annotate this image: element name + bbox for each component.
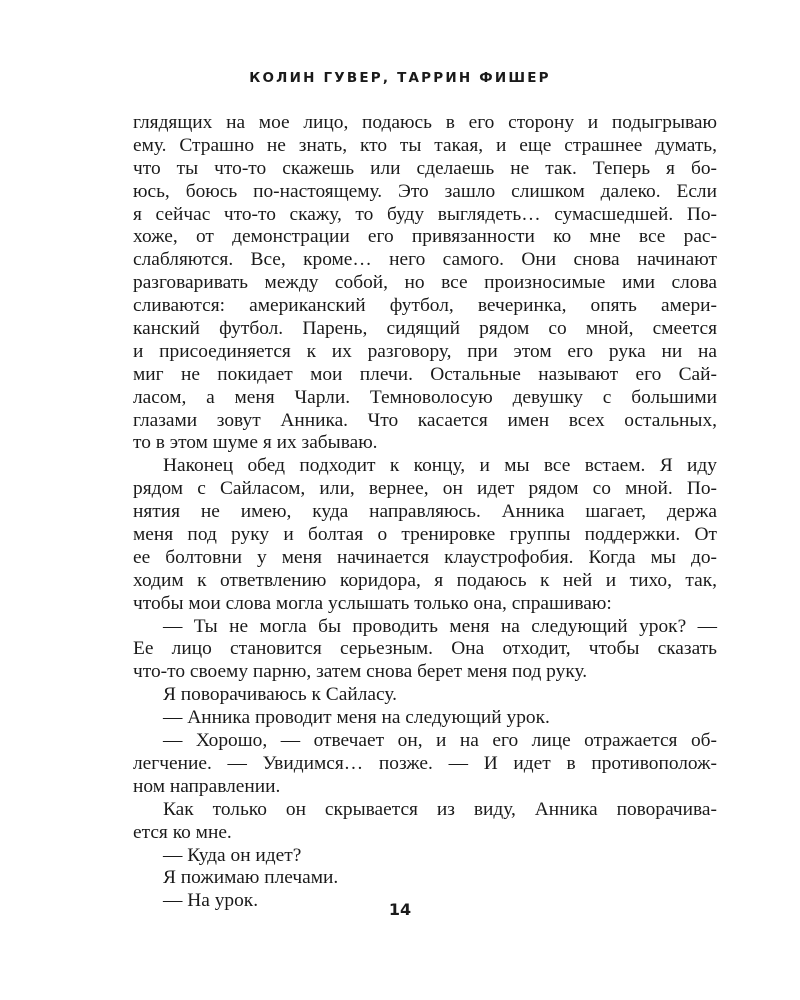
text-line: меня под руку и болтая о тренировке группы поддержки. От xyxy=(133,524,717,546)
text-line: Я пожимаю плечами. xyxy=(163,867,339,889)
text-line: рядом с Сайласом, или, вернее, он идет рядом со мной. По- xyxy=(133,478,717,500)
text-line: сливаются: американский футбол, вечеринка, опять амери- xyxy=(133,295,717,317)
body-text xyxy=(133,112,717,913)
text-line: чтобы мои слова могла услышать только она, спрашиваю: xyxy=(133,592,612,614)
text-line: юсь, боюсь по-настоящему. Это зашло слишком далеко. Если xyxy=(133,180,717,202)
text-line: то в этом шуме я их забываю. xyxy=(133,432,378,454)
text-line: и присоединяется к их разговору, при этом его рука ни на xyxy=(133,340,717,362)
text-line: хоже, от демонстрации его привязанности ко мне все рас- xyxy=(133,226,717,248)
running-header: КОЛИН ГУВЕР, ТАРРИН ФИШЕР xyxy=(249,70,551,86)
text-line: глазами зовут Анника. Что касается имен всех остальных, xyxy=(133,409,717,431)
text-line: миг не покидает мои плечи. Остальные называют его Сай- xyxy=(133,363,717,385)
text-line: что-то своему парню, затем снова берет меня под руку. xyxy=(133,661,588,683)
text-line: ходим к ответвлению коридора, я подаюсь к ней и тихо, так, xyxy=(133,569,717,591)
text-line: — Ты не могла бы проводить меня на следующий урок? — xyxy=(163,615,717,637)
text-line: ласом, а меня Чарли. Темноволосую девушку с большими xyxy=(133,386,717,408)
text-line: — Хорошо, — отвечает он, и на его лице отражается об- xyxy=(163,730,717,752)
text-line: ее болтовни у меня начинается клаустрофобия. Когда мы до- xyxy=(133,546,717,568)
text-line: я сейчас что-то скажу, то буду выглядеть… сумасшедшей. По- xyxy=(133,203,717,225)
text-line: Как только он скрывается из виду, Анника поворачива- xyxy=(163,798,717,820)
text-line: — Анника проводит меня на следующий урок. xyxy=(163,707,550,729)
text-line: глядящих на мое лицо, подаюсь в его сторону и подыгрываю xyxy=(133,112,717,133)
text-line: ется ко мне. xyxy=(133,821,232,843)
text-line: разговаривать между собой, но все произносимые ими слова xyxy=(133,272,717,294)
text-line: — Куда он идет? xyxy=(163,844,302,866)
page-number: 14 xyxy=(388,900,412,919)
text-line: канский футбол. Парень, сидящий рядом со мной, смеется xyxy=(133,318,717,340)
text-line: Наконец обед подходит к концу, и мы все встаем. Я иду xyxy=(163,455,717,477)
text-line: — На урок. xyxy=(163,890,259,912)
text-line: нятия не имею, куда направляюсь. Анника шагает, держа xyxy=(133,501,717,523)
text-line: Я поворачиваюсь к Сайласу. xyxy=(163,684,397,706)
text-line: слабляются. Все, кроме… него самого. Они снова начинают xyxy=(133,249,717,271)
text-line: легчение. — Увидимся… позже. — И идет в противополож- xyxy=(133,752,717,774)
text-line: ему. Страшно не знать, кто ты такая, и еще страшнее думать, xyxy=(133,134,717,156)
text-line: ном направлении. xyxy=(133,775,281,797)
text-line: Ее лицо становится серьезным. Она отходит, чтобы сказать xyxy=(133,638,717,660)
text-line: что ты что-то скажешь или сделаешь не так. Теперь я бо- xyxy=(133,157,717,179)
